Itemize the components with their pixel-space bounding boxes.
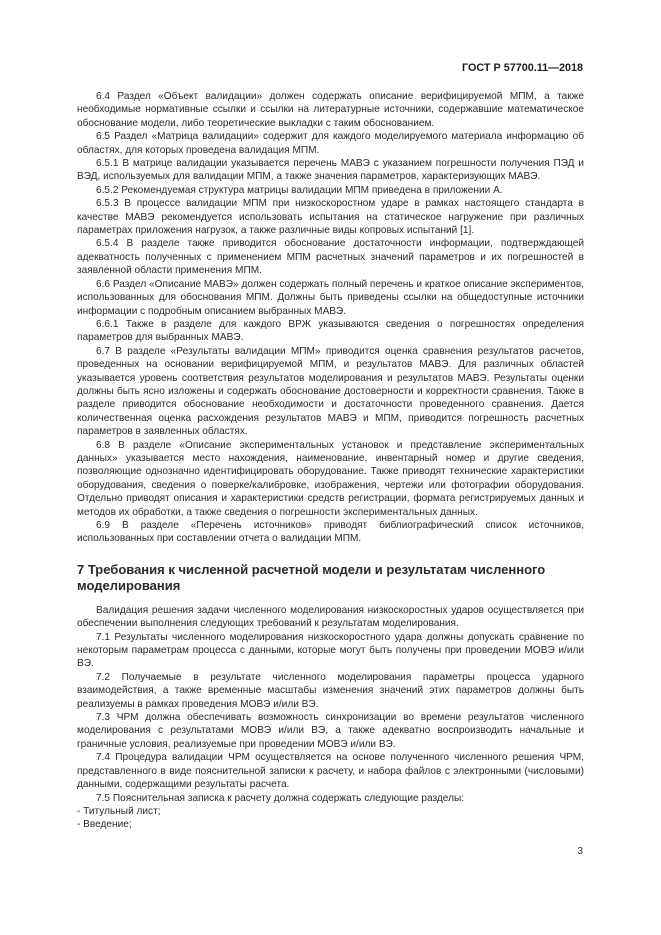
paragraph-6-5-2: 6.5.2 Рекомендуемая структура матрицы валидации МПМ приведена в приложении А. (96, 184, 503, 196)
paragraph-6-5: 6.5 Раздел «Матрица валидации» содержит для каждого моделируемого материала информацию об областях, для которых проведена валидация МПМ. (77, 131, 584, 156)
paragraph-7-4: 7.4 Процедура валидации ЧРМ осуществляется на основе полученного численного решения ЧРМ, представленного в виде пояснительной записки к расчету, и набора файлов с электронными (числовыми) данными, содержащими результаты расчета. (77, 752, 584, 791)
paragraph-7-3: 7.3 ЧРМ должна обеспечивать возможность синхронизации во времени результатов численного моделирования с результатами МОВЭ и/или ВЭ, а также адекватно воспроизводить начальные и граничные условия, реализуемые при проведении МОВЭ и/или ВЭ. (77, 712, 584, 750)
section-7-heading: 7 Требования к численной расчетной модели и результатам численного моделирования (77, 561, 546, 593)
paragraph-6-5-4: 6.5.4 В разделе также приводится обоснование достаточности информации, подтверждающей адекватность полученных с применением МПМ расчетных значений параметров и их погрешностей в заявленной области применения МПМ. (77, 238, 584, 277)
paragraph-6-5-1: 6.5.1 В матрице валидации указывается перечень МАВЭ с указанием погрешности получения ПЭД и ВЭД, используемых для валидации МПМ, а также значения параметров, характеризующих МАВЭ. (77, 158, 584, 183)
paragraph-7-5: 7.5 Пояснительная записка к расчету должна содержать следующие разделы: (96, 792, 465, 804)
paragraph-6-7: 6.7 В разделе «Результаты валидации МПМ» приводится оценка сравнения результатов расчетов, проведенных на основании верифицируемой МПМ, и результатов МАВЭ. Для различных областей указывается уровень соответствия результатов моделирования и результатов МАВЭ. Результаты оценки должны быть ясно изложены и содержать обоснование достоверности и корректности сравнения. Также в разделе приводится обоснование необходимости и достаточности проведенного сравнения. Дается количественная оценка расхождения результатов МАВЭ и МПМ, приводится погрешность расчетных параметров в заявленных областях. (77, 345, 584, 438)
paragraph-7-intro: Валидация решения задачи численного моделирования низкоскоростных ударов осуществляется при обеспечении выполнения следующих требований к результатам моделирования. (77, 604, 584, 630)
paragraph-6-8: 6.8 В разделе «Описание экспериментальных установок и представление экспериментальных данных» указывается место нахождения, наименование, инвентарный номер и другие сведения, позволяющие однозначно идентифицировать оборудование. Также приводят технические характеристики оборудования, сведения о поверке/калибровке, изображения, чертежи или фотографии оборудования. Отдельно приводят описания и характеристики средств регистрации, формата регистрируемых данных и методов их обработки, а также сведения о погрешности экспериментальных данных. (77, 439, 584, 518)
list-item: - Титульный лист; (77, 805, 161, 817)
document-id: ГОСТ Р 57700.11—2018 (462, 62, 583, 74)
page-number: 3 (577, 846, 583, 857)
document-body (77, 90, 584, 832)
paragraph-6-6-1: 6.6.1 Также в разделе для каждого ВРЖ указываются сведения о погрешностях определения параметров для выбранных МАВЭ. (77, 318, 584, 344)
paragraph-6-6: 6.6 Раздел «Описание МАВЭ» должен содержать полный перечень и краткое описание экспериментов, использованных для обоснования МПМ. Должны быть приведены ссылки на общедоступные источники информации с подробным описанием выбранных МАВЭ. (77, 278, 584, 317)
paragraph-6-5-3: 6.5.3 В процессе валидации МПМ при низкоскоростном ударе в рамках настоящего стандарта в качестве МАВЭ рекомендуется использовать испытания на статическое нагружение при различных параметрах приложения нагрузок, а также различные виды копровых испытаний [1]. (77, 198, 584, 237)
paragraph-7-2: 7.2 Получаемые в результате численного моделирования параметры процесса ударного взаимодействия, а также временные масштабы изменения значений этих параметров должны быть реализуемы в рамках проведения МОВЭ и/или ВЭ. (77, 671, 584, 710)
paragraph-6-9: 6.9 В разделе «Перечень источников» приводят библиографический список источников, использованных при составлении отчета о валидации МПМ. (77, 520, 584, 545)
paragraph-7-1: 7.1 Результаты численного моделирования низкоскоростного удара должны допускать сравнение по некоторым параметрам процесса с данными, которые могут быть получены при проведении МОВЭ и/или ВЭ. (77, 631, 584, 670)
paragraph-6-4: 6.4 Раздел «Объект валидации» должен содержать описание верифицируемой МПМ, а также необходимые нормативные ссылки и ссылки на литературные источники, содержавшие математическое обоснование модели, либо теоретические выкладки с таким обоснованием. (77, 91, 584, 129)
list-item: - Введение; (77, 819, 132, 831)
